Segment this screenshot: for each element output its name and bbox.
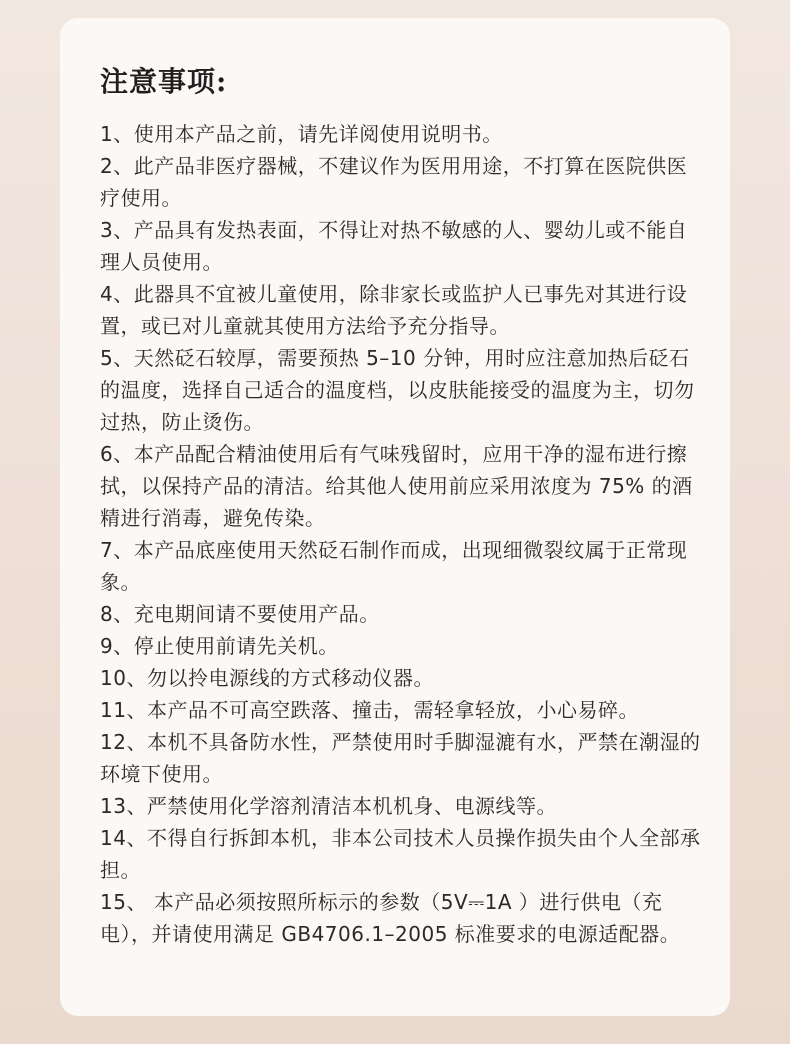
notice-item: 7、本产品底座使用天然砭石制作而成，出现细微裂纹属于正常现象。 xyxy=(100,538,688,594)
notice-item: 5、天然砭石较厚，需要预热 5–10 分钟，用时应注意加热后砭石的温度，选择自己适合的温度档，以皮肤能接受的温度为主，切勿过热，防止烫伤。 xyxy=(100,346,695,434)
notice-item: 11、本产品不可高空跌落、撞击，需轻拿轻放，小心易碎。 xyxy=(100,698,639,722)
notice-item: 10、勿以拎电源线的方式移动仪器。 xyxy=(100,666,434,690)
notice-item: 3、产品具有发热表面，不得让对热不敏感的人、婴幼儿或不能自理人员使用。 xyxy=(100,218,688,274)
notice-list xyxy=(100,118,704,950)
notice-item: 1、使用本产品之前，请先详阅使用说明书。 xyxy=(100,122,503,146)
notice-item: 15、 本产品必须按照所标示的参数（5V⎓1A ）进行供电（充电），并请使用满足 GB4706.1–2005 标准要求的电源适配器。 xyxy=(100,890,681,946)
notice-item: 6、本产品配合精油使用后有气味残留时，应用干净的湿布进行擦拭，以保持产品的清洁。给其他人使用前应采用浓度为 75% 的酒精进行消毒，避免传染。 xyxy=(100,442,693,530)
notice-card xyxy=(60,18,730,1016)
notice-item: 4、此器具不宜被儿童使用，除非家长或监护人已事先对其进行设置，或已对儿童就其使用方法给予充分指导。 xyxy=(100,282,688,338)
notice-item: 8、充电期间请不要使用产品。 xyxy=(100,602,380,626)
notice-item: 13、严禁使用化学溶剂清洁本机机身、电源线等。 xyxy=(100,794,557,818)
notice-item: 9、停止使用前请先关机。 xyxy=(100,634,339,658)
notice-item: 14、不得自行拆卸本机，非本公司技术人员操作损失由个人全部承担。 xyxy=(100,826,701,882)
notice-item: 2、此产品非医疗器械，不建议作为医用用途，不打算在医院供医疗使用。 xyxy=(100,154,688,210)
notice-item: 12、本机不具备防水性，严禁使用时手脚湿漉有水，严禁在潮湿的环境下使用。 xyxy=(100,730,701,786)
notice-title: 注意事项: xyxy=(100,65,228,98)
